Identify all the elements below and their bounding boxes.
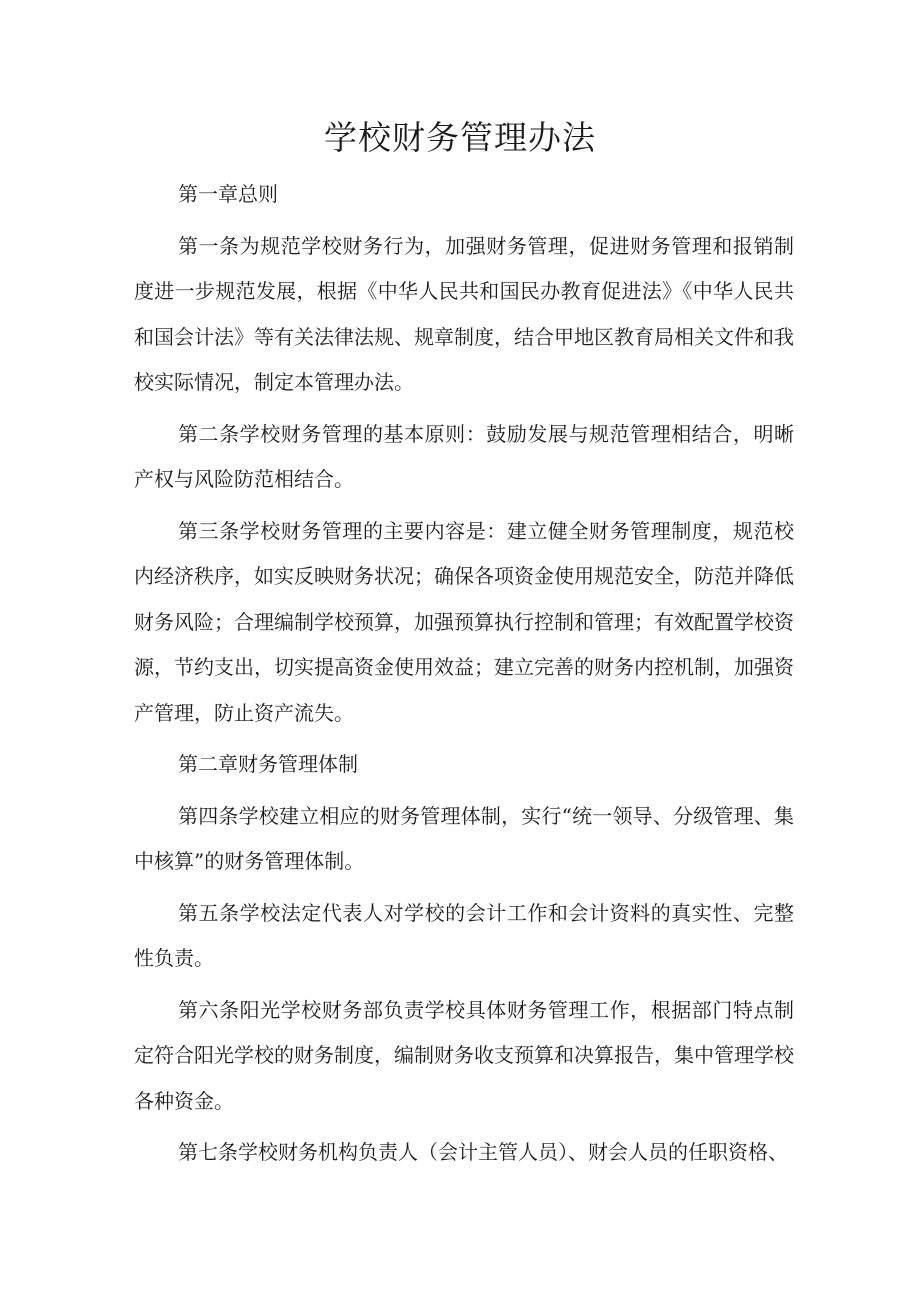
document-title: 学校财务管理办法 xyxy=(324,118,596,157)
article-5: 第五条学校法定代表人对学校的会计工作和会计资料的真实性、完整性负责。 xyxy=(134,900,794,970)
article-2: 第二条学校财务管理的基本原则：鼓励发展与规范管理相结合，明晰产权与风险防范相结合。 xyxy=(134,421,794,491)
article-6: 第六条阳光学校财务部负责学校具体财务管理工作，根据部门特点制定符合阳光学校的财务制度，编制财务收支预算和决算报告，集中管理学校各种资金。 xyxy=(134,997,794,1113)
document-body xyxy=(134,172,794,1182)
chapter-heading-2: 第二章财务管理体制 xyxy=(178,752,358,776)
article-4: 第四条学校建立相应的财务管理体制，实行“统一领导、分级管理、集中核算”的财务管理体制。 xyxy=(134,803,794,873)
article-1: 第一条为规范学校财务行为，加强财务管理，促进财务管理和报销制度进一步规范发展，根据《中华人民共和国民办教育促进法》《中华人民共和国会计法》等有关法律法规、规章制度，结合甲地区教育局相关文件和我校实际情况，制定本管理办法。 xyxy=(134,233,794,394)
article-3: 第三条学校财务管理的主要内容是：建立健全财务管理制度，规范校内经济秩序，如实反映财务状况；确保各项资金使用规范安全，防范并降低财务风险；合理编制学校预算，加强预算执行控制和管理；有效配置学校资源，节约支出，切实提高资金使用效益；建立完善的财务内控机制，加强资产管理，防止资产流失。 xyxy=(134,518,794,725)
chapter-heading-1: 第一章总则 xyxy=(178,182,278,206)
article-7: 第七条学校财务机构负责人（会计主管人员）、财会人员的任职资格、 xyxy=(178,1140,788,1164)
